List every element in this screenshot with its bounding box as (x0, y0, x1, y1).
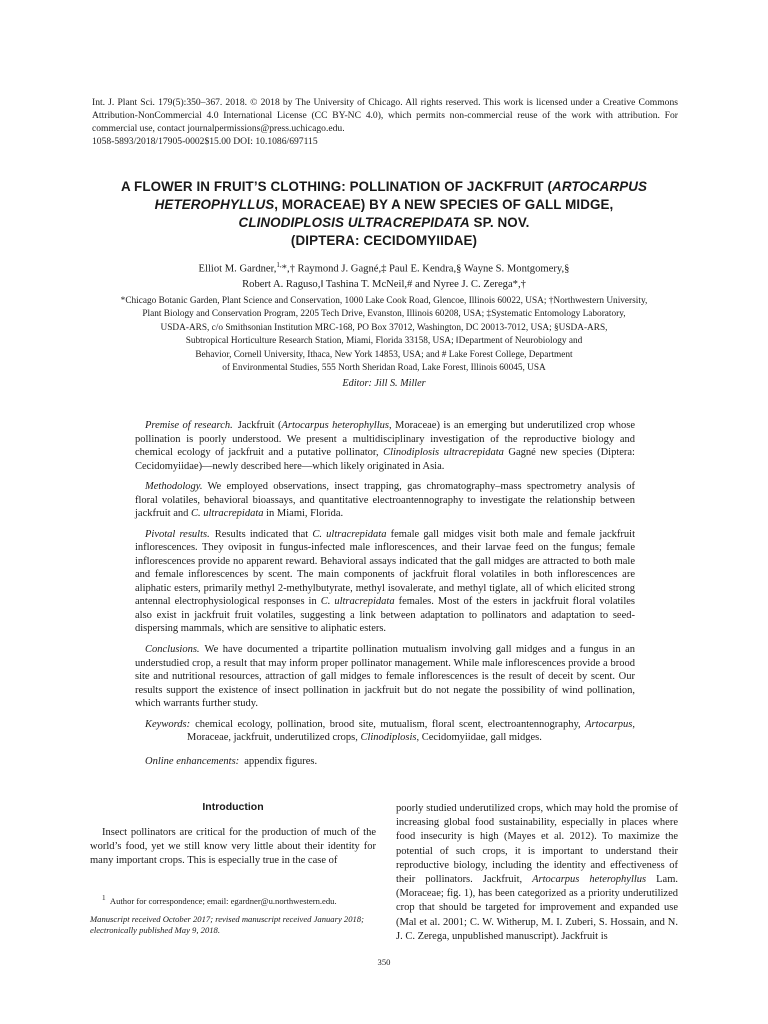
abstract-online-enhancements: Online enhancements: appendix figures. (145, 755, 318, 767)
citation-block (92, 96, 678, 148)
abstract-methodology: Methodology. We employed observations, insect trapping, gas chromatography–mass spectrometry analysis of floral volatiles, behavioral bioassays, and quantitative electroantennography to investigate the relationship between jackfruit and C. ultracrepidata in Miami, Florida. (135, 481, 635, 520)
citation-license: Int. J. Plant Sci. 179(5):350–367. 2018. © 2018 by The University of Chicago. All rights reserved. This work is licensed under a Creative Commons Attribution-NonCommercial 4.0 International License (CC BY-NC 4.0), which permits non-commercial reuse of the work with attribution. For commercial use, contact journalpermissions@press.uchicago.edu. (92, 97, 678, 134)
section-heading-introduction: Introduction (202, 801, 264, 813)
page-number: 350 (377, 957, 391, 967)
abstract-keywords: Keywords: chemical ecology, pollination, brood site, mutualism, floral scent, electroantennography, Artocarpus, Moraceae, jackfruit, underutilized crops, Clinodiplosis, Cecidomyiidae, gall midges. (145, 718, 635, 744)
intro-left-column (90, 826, 376, 869)
intro-paragraph: Insect pollinators are critical for the production of much of the world’s food, yet we still know very little about their identity for many important crops. This is especially true in the case of (90, 827, 376, 867)
abstract (135, 419, 635, 775)
abstract-conclusions: Conclusions. We have documented a tripartite pollination mutualism involving gall midges and a fungus in an understudied crop, a result that may inform proper pollinator management. While male inflorescences provide a brood site and nutritional resources, attraction of gall midges to female inflorescences is the result of deceit by scent. Our results support the existence of insect pollination in jackfruit but do not negate the possibility of wind pollination, which warrants further study. (135, 644, 635, 710)
abstract-premise: Premise of research. Jackfruit (Artocarpus heterophyllus, Moraceae) is an emerging but underutilized crop whose pollination is poorly understood. We present a multidisciplinary investigation of the reproductive biology and chemical ecology of jackfruit and a putative pollinator, Clinodiplosis ultracrepidata Gagné new species (Diptera: Cecidomyiidae)—newly described here—which likely originated in Asia. (135, 420, 635, 472)
footnote-correspondence: $^1$ Author for correspondence; email: egardner@u.northwestern.edu. (102, 894, 337, 906)
citation-doi: 1058-5893/2018/17905-0002$15.00 DOI: 10.1086/697115 (92, 136, 318, 147)
abstract-pivotal-results: Pivotal results. Results indicated that C. ultracrepidata female gall midges visit both male and female jackfruit inflorescences. They oviposit in fungus-infected male inflorescences, and their larvae feed on the fungus; female inflorescences provide no apparent reward. Behavioral assays indicated that the gall midges are attracted to both male and female inflorescences by scent. The main components of jackfruit floral volatiles in both inflorescences are aliphatic esters, primarily methyl 2-methylbutyrate, methyl isovalerate, and methyl tiglate, all of which elicited strong antennal electrophysiological responses in C. ultracrepidata females. Most of the esters in jackfruit floral volatiles also exist in jackfruit fruit volatiles, suggesting a link between adaptation to pollinators and adaptation to seed-dispersing mammals, which are sensitive to aliphatic esters. (135, 528, 635, 635)
manuscript-dates: Manuscript received October 2017; revised manuscript received January 2018; electronically published May 9, 2018. (90, 914, 364, 936)
author-list: Elliot M. Gardner,$^{1,}$*,† Raymond J. Gagné,‡ Paul E. Kendra,§ Wayne S. Montgomery,§ Robert A. Raguso,‖ Tashina T. McNeil,# and Nyree J. C. Zerega*,† (198, 261, 570, 290)
article-title: A FLOWER IN FRUIT’S CLOTHING: POLLINATION OF JACKFRUIT (ARTOCARPUS HETEROPHYLLUS, MORACEAE) BY A NEW SPECIES OF GALL MIDGE, CLINODIPLOSIS ULTRACREPIDATA SP. NOV. (DIPTERA: CECIDOMYIIDAE) (120, 179, 648, 248)
intro-right-column: poorly studied underutilized crops, which may hold the promise of increasing global food sustainability, especially in places where food insecurity is high (Mayes et al. 2012). To maximize the potential of such crops, it is important to understand their reproductive biology, including the identity and effectiveness of their pollinators. Jackfruit, Artocarpus heterophyllus Lam. (Moraceae; fig. 1), has been categorized as a priority underutilized crop that should be targeted for improvement and expanded use (Mal et al. 2001; C. W. Witherup, M. I. Zuberi, S. Hossain, and N. J. C. Zerega, unpublished manuscript). Jackfruit is (396, 803, 679, 942)
affiliations: *Chicago Botanic Garden, Plant Science and Conservation, 1000 Lake Cook Road, Glencoe, Illinois 60022, USA; †Northwestern University, Plant Biology and Conservation Program, 2205 Tech Drive, Evanston, Illinois 60208, USA; ‡Systematic Entomology Laboratory, USDA-ARS, c/o Smithsonian Institution MRC-168, PO Box 37012, Washington, DC 20013-7012, USA; §USDA-ARS, Subtropical Horticulture Research Station, Miami, Florida 33158, USA; ‖Department of Neurobiology and Behavior, Cornell University, Ithaca, New York 14853, USA; and # Lake Forest College, Department of Environmental Studies, 555 North Sheridan Road, Lake Forest, Illinois 60045, USA (120, 296, 648, 374)
editor-line: Editor: Jill S. Miller (342, 378, 426, 389)
footnotes (90, 893, 376, 943)
